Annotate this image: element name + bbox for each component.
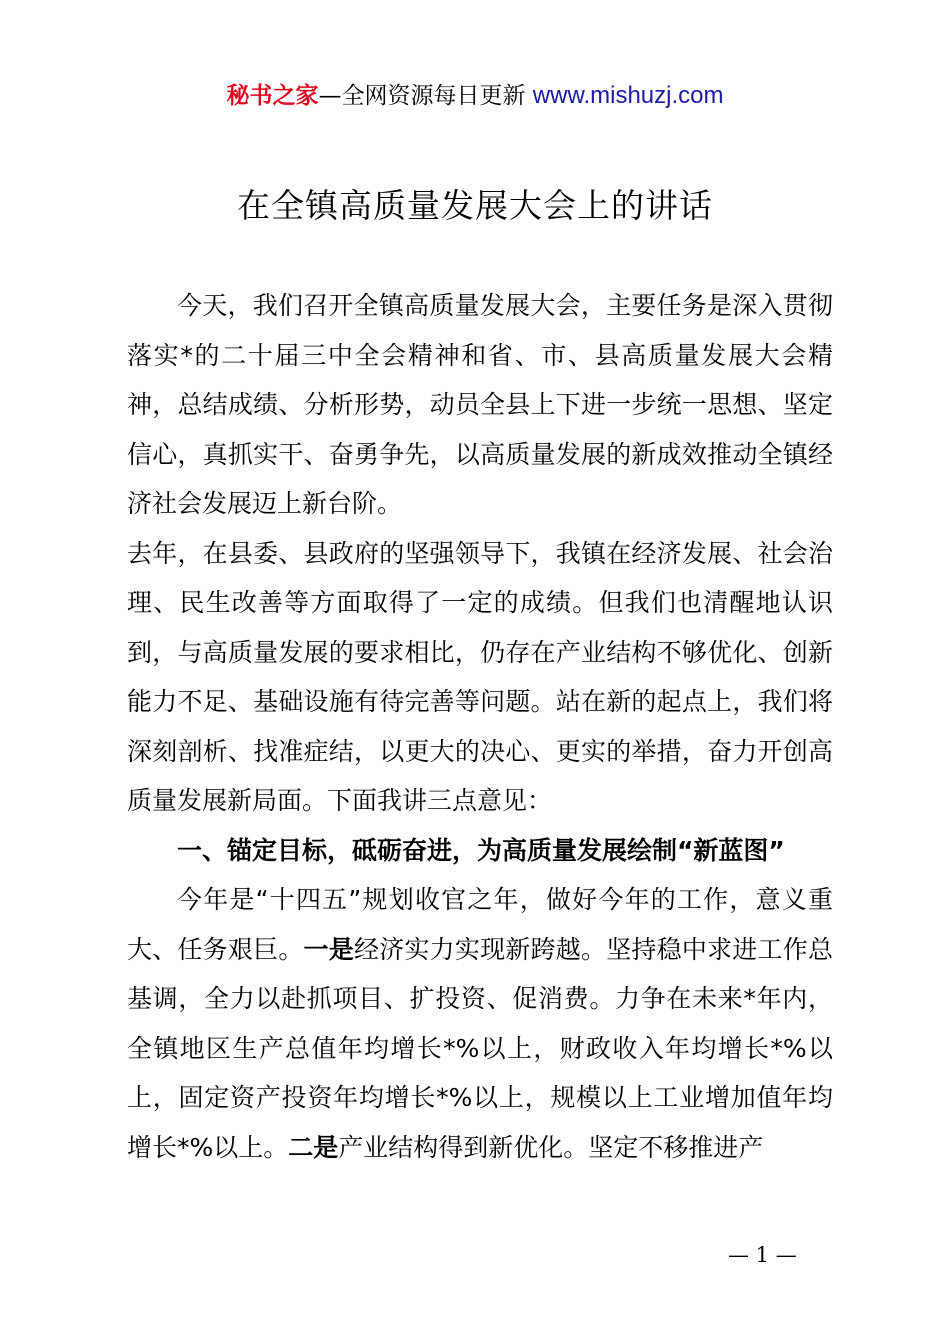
header-tagline: —全网资源每日更新 [318,83,533,109]
document-body [127,281,833,1172]
point-marker-2: 二是 [288,1132,339,1162]
document-title: 在全镇高质量发展大会上的讲话 [237,186,713,225]
brand-name: 秘书之家 [226,83,319,109]
paragraph-goals [127,875,833,1172]
site-url-link[interactable]: www.mishuzj.com [532,82,724,109]
point-marker-1: 一是 [303,934,354,964]
point-text-1: 经济实力实现新跨越。坚持稳中求进工作总基调，全力以赴抓项目、扩投资、促消费。力争在未来*年内，全镇地区生产总值年均增长*%以上，财政收入年均增长*%以上，固定资产投资年均增长*%以上，规模以上工业增加值年均增长*%以上。 [127,934,833,1162]
paragraph-last-year: 去年，在县委、县政府的坚强领导下，我镇在经济发展、社会治理、民生改善等方面取得了一定的成绩。但我们也清醒地认识到，与高质量发展的要求相比，仍存在产业结构不够优化、创新能力不足、基础设施有待完善等问题。站在新的起点上，我们将深刻剖析、找准症结，以更大的决心、更实的举措，奋力开创高质量发展新局面。下面我讲三点意见： [127,538,833,815]
site-header [0,80,950,112]
point-text-2: 产业结构得到新优化。坚定不移推进产 [338,1132,764,1162]
page-number: — 1 — [728,1243,797,1267]
section-heading-1: 一、锚定目标，砥砺奋进，为高质量发展绘制“新蓝图” [177,835,785,865]
goals-intro: 今年是“十四五”规划收官之年，做好今年的工作，意义重大、任务艰巨。 [127,885,833,964]
paragraph-opening: 今天，我们召开全镇高质量发展大会，主要任务是深入贯彻落实*的二十届三中全会精神和省、市、县高质量发展大会精神，总结成绩、分析形势，动员全县上下进一步统一思想、坚定信心，真抓实干、奋勇争先，以高质量发展的新成效推动全镇经济社会发展迈上新台阶。 [127,291,833,518]
